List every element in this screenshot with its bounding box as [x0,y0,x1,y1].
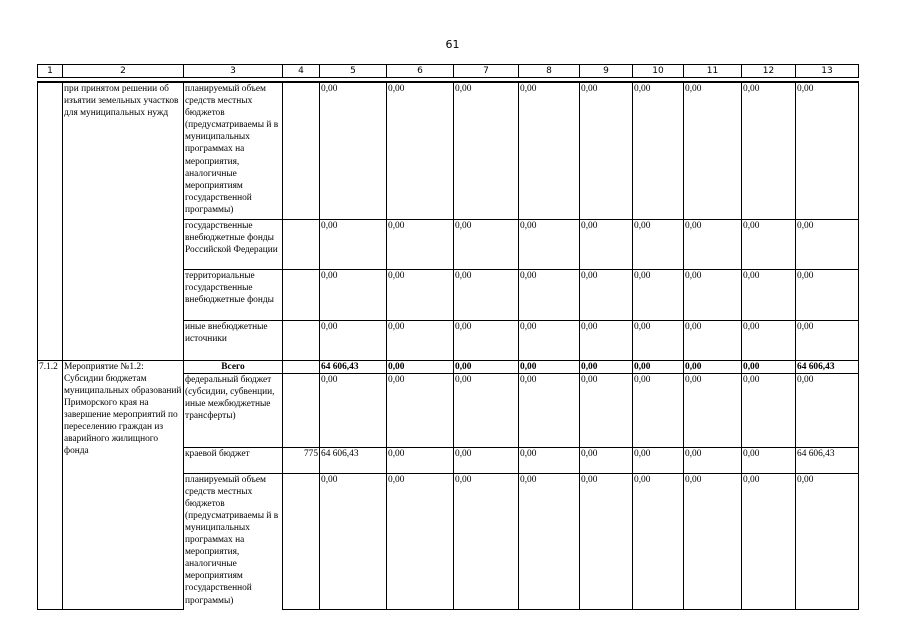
code-cell: 775 [283,447,320,473]
table-row-total [38,360,859,373]
code-cell [283,473,320,609]
source-cell: Всего [184,360,283,373]
value-cell: 0,00 [633,447,684,473]
value-cell: 64 606,43 [320,447,387,473]
value-cell: 0,00 [684,360,742,373]
column-number: 1 [38,65,63,78]
source-cell: федеральный бюджет (субсидии, субвенции, иные межбюджетные трансферты) [184,373,283,447]
code-cell [283,82,320,219]
value-cell: 0,00 [519,373,580,447]
value-cell: 0,00 [684,82,742,219]
table-row [38,82,859,219]
value-cell: 0,00 [633,320,684,360]
value-cell: 0,00 [454,447,519,473]
value-cell: 0,00 [387,360,454,373]
value-cell: 0,00 [796,473,859,609]
value-cell: 0,00 [580,82,633,219]
value-cell: 0,00 [387,373,454,447]
source-cell: государственные внебюджетные фонды Российской Федерации [184,219,283,269]
value-cell: 0,00 [454,320,519,360]
value-cell: 0,00 [796,373,859,447]
value-cell: 64 606,43 [796,447,859,473]
source-cell: иные внебюджетные источники [184,320,283,360]
column-number: 4 [283,65,320,78]
value-cell: 0,00 [742,269,796,320]
value-cell: 0,00 [519,82,580,219]
page-number: 61 [445,38,460,51]
value-cell: 0,00 [633,373,684,447]
value-cell: 0,00 [519,219,580,269]
value-cell: 0,00 [387,219,454,269]
source-cell: территориальные государственные внебюджетные фонды [184,269,283,320]
value-cell: 0,00 [320,269,387,320]
value-cell: 0,00 [742,82,796,219]
value-cell: 0,00 [519,473,580,609]
source-cell: краевой бюджет [184,447,283,473]
value-cell: 0,00 [633,269,684,320]
source-cell: планируемый объем средств местных бюджетов (предусматриваемы й в муниципальных программах на мероприятия, аналогичные мероприятиям государственной программы) [184,82,283,219]
value-cell: 0,00 [684,269,742,320]
column-header-table [37,64,859,78]
value-cell: 0,00 [684,447,742,473]
value-cell: 0,00 [580,269,633,320]
code-cell [283,219,320,269]
value-cell: 0,00 [796,269,859,320]
value-cell: 0,00 [796,82,859,219]
value-cell: 0,00 [454,219,519,269]
column-number: 7 [454,65,519,78]
column-number: 6 [387,65,454,78]
column-number: 2 [63,65,184,78]
value-cell: 0,00 [633,82,684,219]
value-cell: 0,00 [519,320,580,360]
value-cell: 0,00 [320,219,387,269]
column-number: 10 [633,65,684,78]
value-cell: 0,00 [580,219,633,269]
value-cell: 0,00 [796,219,859,269]
value-cell: 0,00 [320,373,387,447]
value-cell: 0,00 [684,320,742,360]
code-cell [283,269,320,320]
value-cell: 0,00 [387,473,454,609]
value-cell: 0,00 [633,360,684,373]
column-number: 3 [184,65,283,78]
column-number-row [38,65,859,78]
column-number: 11 [684,65,742,78]
description-cell: при принятом решении об изъятии земельных участков для муниципальных нужд [63,82,184,360]
value-cell: 0,00 [742,219,796,269]
value-cell: 0,00 [580,373,633,447]
column-number: 12 [742,65,796,78]
value-cell: 0,00 [387,447,454,473]
value-cell: 0,00 [742,473,796,609]
value-cell: 0,00 [387,269,454,320]
value-cell: 0,00 [454,269,519,320]
description-cell: Мероприятие №1.2: Субсидии бюджетам муниципальных образований Приморского края на завершение мероприятий по переселению граждан из аварийного жилищного фонда [63,360,184,609]
value-cell: 0,00 [387,320,454,360]
value-cell: 64 606,43 [796,360,859,373]
value-cell: 0,00 [454,373,519,447]
value-cell: 0,00 [519,360,580,373]
value-cell: 0,00 [320,82,387,219]
value-cell: 0,00 [387,82,454,219]
code-cell [283,360,320,373]
code-cell [283,320,320,360]
value-cell: 0,00 [580,447,633,473]
column-number: 5 [320,65,387,78]
value-cell: 0,00 [580,360,633,373]
value-cell: 0,00 [684,473,742,609]
value-cell: 0,00 [742,373,796,447]
value-cell: 0,00 [580,320,633,360]
row-number-cell: 7.1.2 [38,360,63,609]
value-cell: 0,00 [320,473,387,609]
value-cell: 0,00 [742,447,796,473]
value-cell: 0,00 [519,269,580,320]
row-number-cell [38,82,63,360]
value-cell: 0,00 [684,373,742,447]
value-cell: 0,00 [684,219,742,269]
column-number: 8 [519,65,580,78]
value-cell: 0,00 [633,473,684,609]
column-number: 13 [796,65,859,78]
budget-table [37,81,859,610]
value-cell: 0,00 [796,320,859,360]
value-cell: 0,00 [633,219,684,269]
value-cell: 0,00 [742,360,796,373]
value-cell: 0,00 [454,82,519,219]
value-cell: 64 606,43 [320,360,387,373]
value-cell: 0,00 [580,473,633,609]
value-cell: 0,00 [519,447,580,473]
value-cell: 0,00 [454,360,519,373]
code-cell [283,373,320,447]
value-cell: 0,00 [454,473,519,609]
value-cell: 0,00 [320,320,387,360]
column-number: 9 [580,65,633,78]
source-cell: планируемый объем средств местных бюджетов (предусматриваемы й в муниципальных программах на мероприятия, аналогичные мероприятиям государственной программы) [184,473,283,609]
value-cell: 0,00 [742,320,796,360]
